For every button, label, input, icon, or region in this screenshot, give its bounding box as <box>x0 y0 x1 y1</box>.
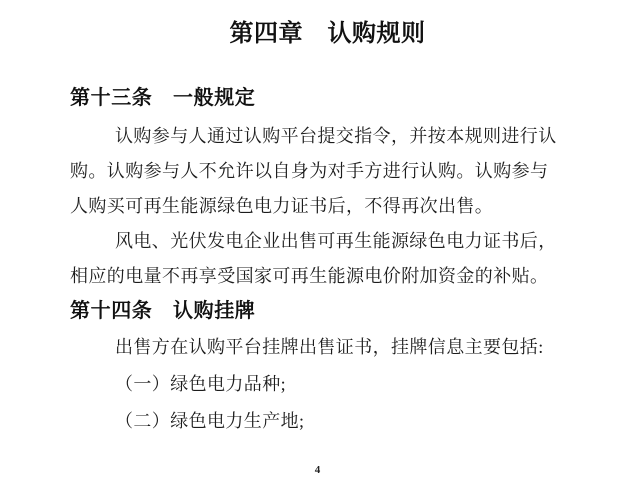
paragraph-line: 人购买可再生能源绿色电力证书后，不得再次出售。 <box>70 196 494 216</box>
list-item-1: （一）绿色电力品种; <box>115 374 286 394</box>
article-14-heading: 第十四条 认购挂牌 <box>70 300 256 322</box>
paragraph-line: 风电、光伏发电企业出售可再生能源绿色电力证书后， <box>115 231 557 251</box>
article-13-heading: 第十三条 一般规定 <box>70 87 256 109</box>
list-item-2: （二）绿色电力生产地; <box>115 411 305 431</box>
page-number: 4 <box>314 464 321 476</box>
paragraph-line: 相应的电量不再享受国家可再生能源电价附加资金的补贴。 <box>70 266 549 286</box>
paragraph-line: 购。认购参与人不允许以自身为对手方进行认购。认购参与 <box>70 161 549 181</box>
paragraph-line: 认购参与人通过认购平台提交指令，并按本规则进行认 <box>115 126 557 146</box>
paragraph-line: 出售方在认购平台挂牌出售证书，挂牌信息主要包括: <box>115 337 544 357</box>
chapter-title: 第四章 认购规则 <box>229 20 426 47</box>
